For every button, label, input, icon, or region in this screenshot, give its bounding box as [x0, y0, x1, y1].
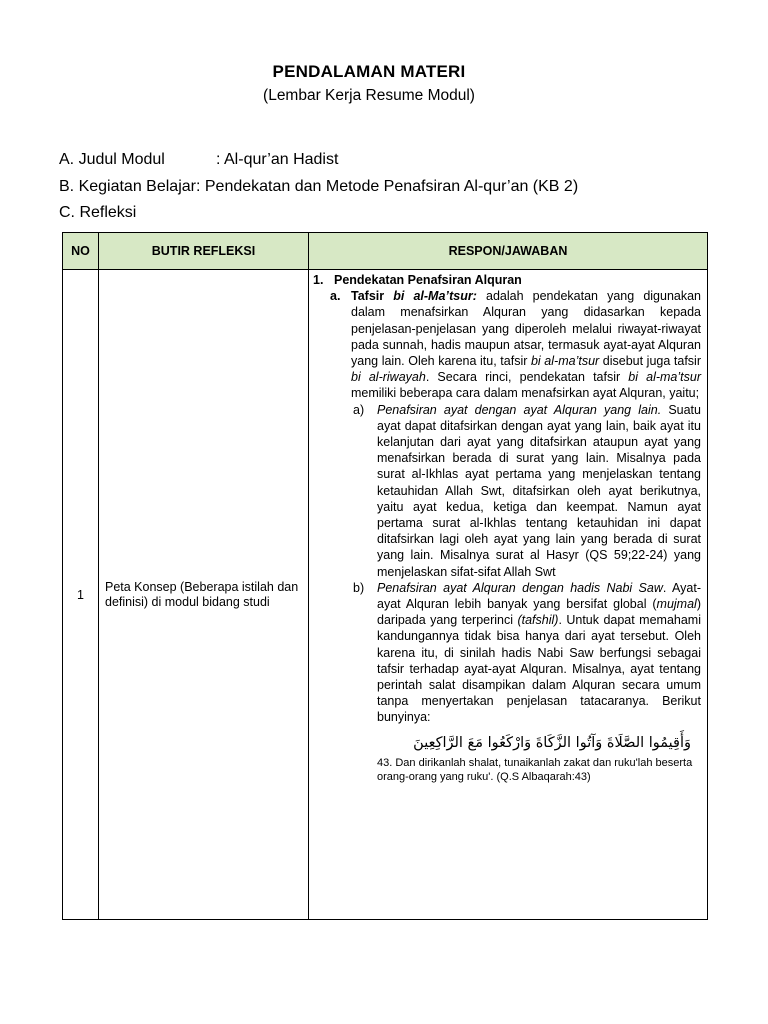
page-subtitle: (Lembar Kerja Resume Modul): [263, 87, 475, 104]
subpoint-b-text3: . Untuk dapat memahami kandungannya tidak bisa hanya dari ayat tersebut. Oleh karena itu, di sinilah hadis Nabi Saw berfungsi sebagai tafsir terhadap ayat-ayat Alquran. Misalnya, ayat tentang perintah salat disampikan dalam Alquran secara umum tanpa menyertakan penjelasan tatacaranya. Berikut bunyinya:: [377, 613, 701, 725]
header-no: NO: [63, 233, 99, 270]
subpoint-b-italic1: mujmal: [656, 597, 697, 612]
header-respon-jawaban: RESPON/JAWABAN: [309, 233, 708, 270]
subpoint-a: [353, 402, 701, 580]
subpoint-a-italic: Penafsiran ayat dengan ayat Alquran yang lain.: [377, 402, 662, 417]
point-a-italic1: bi al-ma’tsur: [530, 354, 600, 369]
point-a-text: [351, 288, 701, 401]
point-a-lead: Tafsir: [351, 289, 394, 304]
reflection-heading: C. Refleksi: [59, 204, 137, 221]
subpoint-b: [353, 580, 701, 726]
subpoint-b-text2: ) daripada yang terperinci: [377, 597, 701, 628]
table-row: [63, 270, 708, 920]
table-header-row: [63, 233, 708, 270]
row-response: [309, 270, 708, 920]
learning-activity-row: [59, 178, 578, 196]
learning-activity-label: B. Kegiatan Belajar: [59, 178, 196, 195]
row-butir-refleksi: Peta Konsep (Beberapa istilah dan definisi) di modul bidang studi: [99, 270, 309, 920]
subpoint-a-body: Suatu ayat dapat ditafsirkan dengan ayat yang lain, baik ayat itu kelanjutan dari ayat yang ditafsirkan ataupun ayat yang menafsirkan berada di surat yang lain. Misalnya pada surat al-Ikhlas ayat pertama yang menjelaskan tentang ketauhidan Allah Swt, ditafsirkan oleh ayat berikutnya, yaitu ayat kedua, ketiga dan keempat. Namun ayat pertama surat al-Ikhlas tentang ketauhidan ini dapat ditafsirkan lagi oleh ayat yang lain yang berada di surat yang lain. Misalnya surat al Hasyr (QS 59;22-24) yang menjelaskan sifat-sifat Allah Swt: [377, 402, 701, 579]
section-number: 1.: [313, 273, 324, 287]
section-title: Pendekatan Penafsiran Alquran: [334, 273, 522, 287]
module-title-row: [59, 151, 338, 169]
point-a-italic2: bi al-riwayah: [351, 370, 426, 385]
subpoint-b-italic: Penafsiran ayat Alquran dengan hadis Nabi Saw: [377, 580, 663, 595]
subpoint-b-text1: . Ayat-ayat Alquran lebih banyak yang bersifat global (: [377, 580, 701, 612]
verse-translation: 43. Dan dirikanlah shalat, tunaikanlah zakat dan ruku'lah beserta orang-orang yang ruku'. (Q.S Albaqarah:43): [377, 756, 693, 783]
point-a: [330, 288, 701, 401]
point-a-text2: disebut juga tafsir: [599, 354, 701, 369]
point-a-text1: adalah pendekatan yang digunakan dalam menafsirkan Alquran yang didasarkan kepada penjelasan-penjelasan yang diperoleh melalui riwayat-riwayat pada sunnah, hadis maupun atsar, termasuk ayat-ayat Alquran yang lain. Oleh karena itu, tafsir: [351, 289, 702, 369]
subpoint-a-text: [377, 402, 701, 580]
section-heading: [313, 272, 701, 288]
reflection-table: [62, 232, 708, 920]
module-title-value: : Al-qur’an Hadist: [216, 151, 339, 168]
point-a-number: a.: [330, 289, 341, 304]
point-a-text3: . Secara rinci, pendekatan tafsir: [425, 370, 629, 385]
learning-activity-value: : Pendekatan dan Metode Penafsiran Al-qur’an (KB 2): [195, 178, 579, 195]
header-butir-refleksi: BUTIR REFLEKSI: [99, 233, 309, 270]
point-a-text4: memiliki beberapa cara dalam menafsirkan ayat Alquran, yaitu;: [351, 386, 700, 401]
arabic-verse: وَأَقِيمُوا الصَّلَاةَ وَآتُوا الزَّكَاةَ وَارْكَعُوا مَعَ الرَّاكِعِينَ: [413, 734, 691, 751]
row-number: 1: [63, 270, 99, 920]
subpoint-b-number: b): [353, 580, 365, 595]
page-title: PENDALAMAN MATERI: [272, 62, 466, 81]
module-title-label: A. Judul Modul: [59, 151, 165, 168]
point-a-italic3: bi al-ma’tsur: [628, 370, 701, 385]
subpoint-b-text: [377, 580, 701, 726]
subpoint-b-italic2: (tafshil): [517, 613, 559, 628]
subpoint-a-number: a): [353, 402, 365, 417]
point-a-lead-italic: bi al-Ma’tsur:: [393, 289, 477, 304]
